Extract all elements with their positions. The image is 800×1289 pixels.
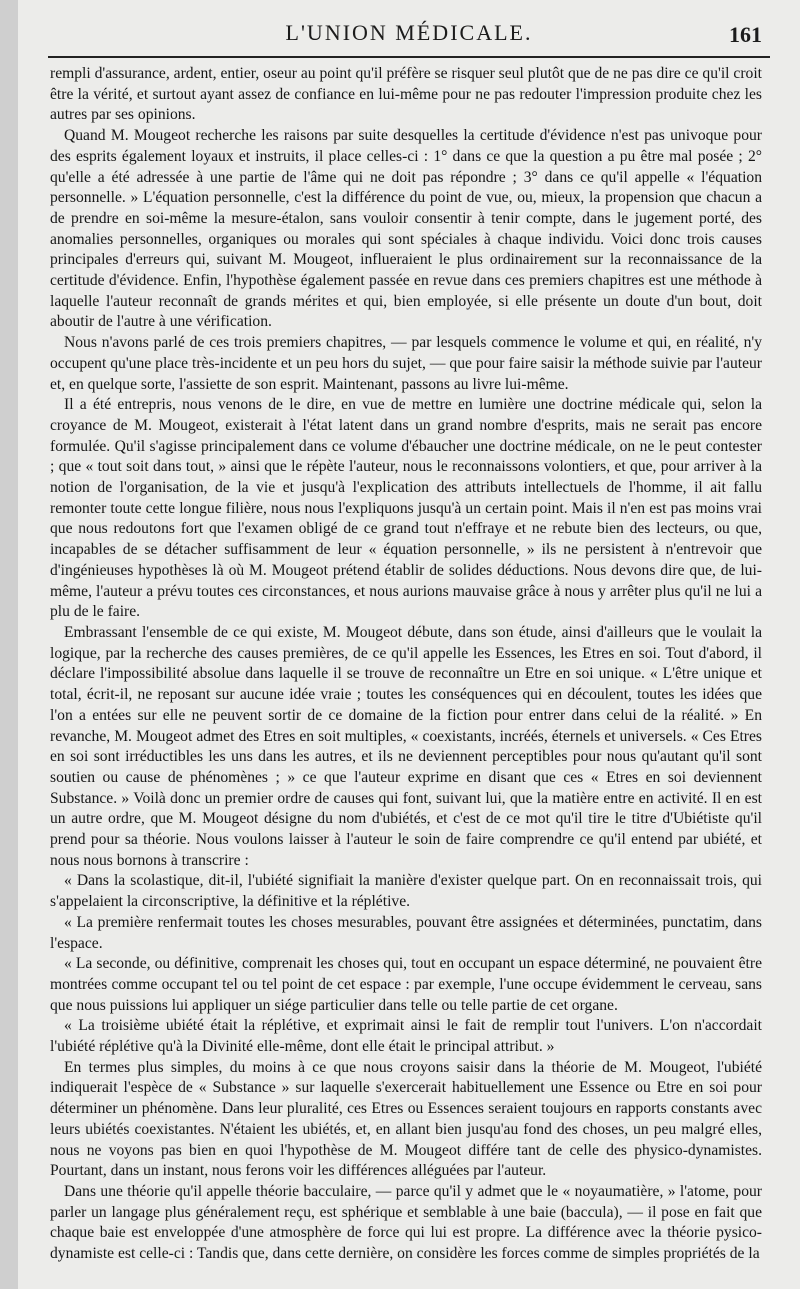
page-header <box>18 16 800 56</box>
article-body <box>50 64 762 1274</box>
paragraph-etres-en-soi: Embrassant l'ensemble de ce qui existe, M. Mougeot débute, dans son étude, ainsi d'ailleurs que le voulait la logique, par la recherche des causes premières, de ce qu'il appelle les Essences, les Etres en soi. Tout d'abord, il déclare l'impossibilité absolue dans laquelle il se trouve de reconnaître un Etre en soi unique. « L'être unique et total, écrit-il, ne reposant sur aucune idée vraie ; toutes les conséquences qui en découlent, toutes les idées que l'on a entées sur elle ne peuvent sortir de ce domaine de la fiction pour entrer dans celui de la réalité. » En revanche, M. Mougeot admet des Etres en soit multiples, « coexistants, incréés, éternels et universels. « Ces Etres en soi sont irréductibles les uns dans les autres, et ils ne deviennent perceptibles pour nous qu'autant qu'il sont soutien ou cause de phénomènes ; » ce que l'auteur exprime en disant que ces « Etres en soi deviennent Substance. » Voilà donc un premier ordre de causes qui font, suivant lui, que la matière entre en activité. Il en est un autre ordre, que M. Mougeot désigne du nom d'ubiétés, et c'est de ce mot qu'il tire le titre d'Ubiétiste qu'il prend pour sa théorie. Nous voulons laisser à l'auteur le soin de faire comprendre ce qu'il entend par ubiété, et nous nous bornons à transcrire : <box>50 623 762 869</box>
page <box>18 0 800 1289</box>
paragraph-trois-chapitres: Nous n'avons parlé de ces trois premiers chapitres, — par lesquels commence le volume et qui, en réalité, n'y occupent qu'une place très-incidente et un peu hors du sujet, — que pour faire saisir la méthode suivie par l'auteur et, en quelque sorte, l'assiette de son esprit. Maintenant, passons au livre lui-même. <box>50 334 762 393</box>
running-title: L'UNION MÉDICALE. <box>285 20 533 45</box>
paragraph-doctrine-medicale: Il a été entrepris, nous venons de le dire, en vue de mettre en lumière une doctrine médicale qui, selon la croyance de M. Mougeot, existerait à l'état latent dans un grand nombre d'esprits, mais ne serait pas encore formulée. Qu'il s'agisse principalement dans ce volume d'ébaucher une doctrine médicale, on ne le peut contester ; que « tout soit dans tout, » ainsi que le répète l'auteur, nous le reconnaissons volontiers, et que, pour arriver à la notion de l'organisation, de la vie et jusqu'à l'explication des attributs intellectuels de l'homme, il ait fallu remonter toute cette longue filière, nous nous l'expliquons jusqu'à un certain point. Mais il n'en est pas moins vrai que nous redoutons fort que l'examen obligé de ce grand tout n'effraye et ne rebute bien des lecteurs, ou que, incapables de se détacher suffisamment de leur « équation personnelle, » ils ne persistent à n'entrevoir que d'ingénieuses hypothèses là où M. Mougeot prétend établir de solides déductions. Nous devons dire que, de lui-même, l'auteur a prévu toutes ces circonstances, et nous aurions mauvaise grâce à nous y arrêter plus qu'il ne lui a plu de le faire. <box>50 396 762 621</box>
quote-scolastique: « Dans la scolastique, dit-il, l'ubiété signifiait la manière d'exister quelque part. On en reconnaissait trois, qui s'appelaient la circonscriptive, la définitive et la réplétive. <box>50 872 762 911</box>
paragraph-equation-personnelle: Quand M. Mougeot recherche les raisons par suite desquelles la certitude d'évidence n'est pas univoque pour des esprits également loyaux et instruits, il place celles-ci : 1° dans ce que la question a pu être mal posée ; 2° qu'elle a été adressée à une partie de l'âme qui ne doit pas répondre ; 3° dans ce qu'il appelle « l'équation personnelle. » L'équation personnelle, c'est la différence du point de vue, ou, mieux, la propension que chacun a de prendre en soi-même la mesure-étalon, sans vouloir consentir à tenir compte, dans le jugement porté, des anomalies personnelles, organiques ou morales qui sont spéciales à chaque individu. Voici donc trois causes principales d'erreurs qui, suivant M. Mougeot, influeraient le plus ordinairement sur la reconnaissance de la certitude d'évidence. Enfin, l'hypothèse également passée en revue dans ces premiers chapitres est une méthode à laquelle l'auteur reconnaît de grands mérites et qui, bien employée, si elle présente un doute d'un bout, doit aboutir de l'autre à une vérification. <box>50 127 762 331</box>
page-number: 161 <box>729 22 762 47</box>
paragraph-theorie-bacculaire: Dans une théorie qu'il appelle théorie bacculaire, — parce qu'il y admet que le « noyaumatière, » l'atome, pour parler un langage plus généralement reçu, est sphérique et semblable à une baie (baccula), — il pose en fait que chaque baie est enveloppée d'une atmosphère de force qui lui est propre. La différence avec la théorie pysico-dynamiste est celle-ci : Tandis que, dans cette dernière, on considère les forces comme de simples propriétés de la <box>50 1182 762 1263</box>
quote-seconde-ubiete: « La seconde, ou définitive, comprenait les choses qui, tout en occupant un espace déterminé, ne pouvaient être montrées comme occupant tel ou tel point de cet espace : par exemple, l'une occupe évidemment le cerveau, sans que nous puissions lui appliquer un siége particulier dans telle ou telle partie de cet organe. <box>50 955 762 1014</box>
header-rule <box>48 56 770 58</box>
paragraph-continuation: rempli d'assurance, ardent, entier, oseur au point qu'il préfère se risquer seul plutôt que de ne pas dire ce qu'il croit être la vérité, et surtout ayant assez de confiance en lui-même pour ne pas redouter l'impression produite chez les autres par ses opinions. <box>50 65 762 124</box>
quote-troisieme-ubiete: « La troisième ubiété était la réplétive, et exprimait ainsi le fait de remplir tout l'univers. L'on n'accordait l'ubiété réplétive qu'à la Divinité elle-même, dont elle était le principal attribut. » <box>50 1017 762 1056</box>
quote-premiere-ubiete: « La première renfermait toutes les choses mesurables, pouvant être assignées et déterminées, punctatim, dans l'espace. <box>50 913 762 952</box>
paragraph-termes-simples: En termes plus simples, du moins à ce que nous croyons saisir dans la théorie de M. Mougeot, l'ubiété indiquerait l'espèce de « Substance » sur laquelle s'exercerait habituellement une Essence ou Etre en soi pour déterminer un phénomène. Dans leur pluralité, ces Etres ou Essences seraient toujours en rapports constants avec leurs ubiétés coexistantes. N'étaient les ubiétés, et, en allant bien jusqu'au fond des choses, un peu malgré elles, nous ne voyons pas bien en quoi l'hypothèse de M. Mougeot différe tant de celle des physico-dynamistes. Pourtant, dans un instant, nous ferons voir les différences alléguées par l'auteur. <box>50 1058 762 1180</box>
